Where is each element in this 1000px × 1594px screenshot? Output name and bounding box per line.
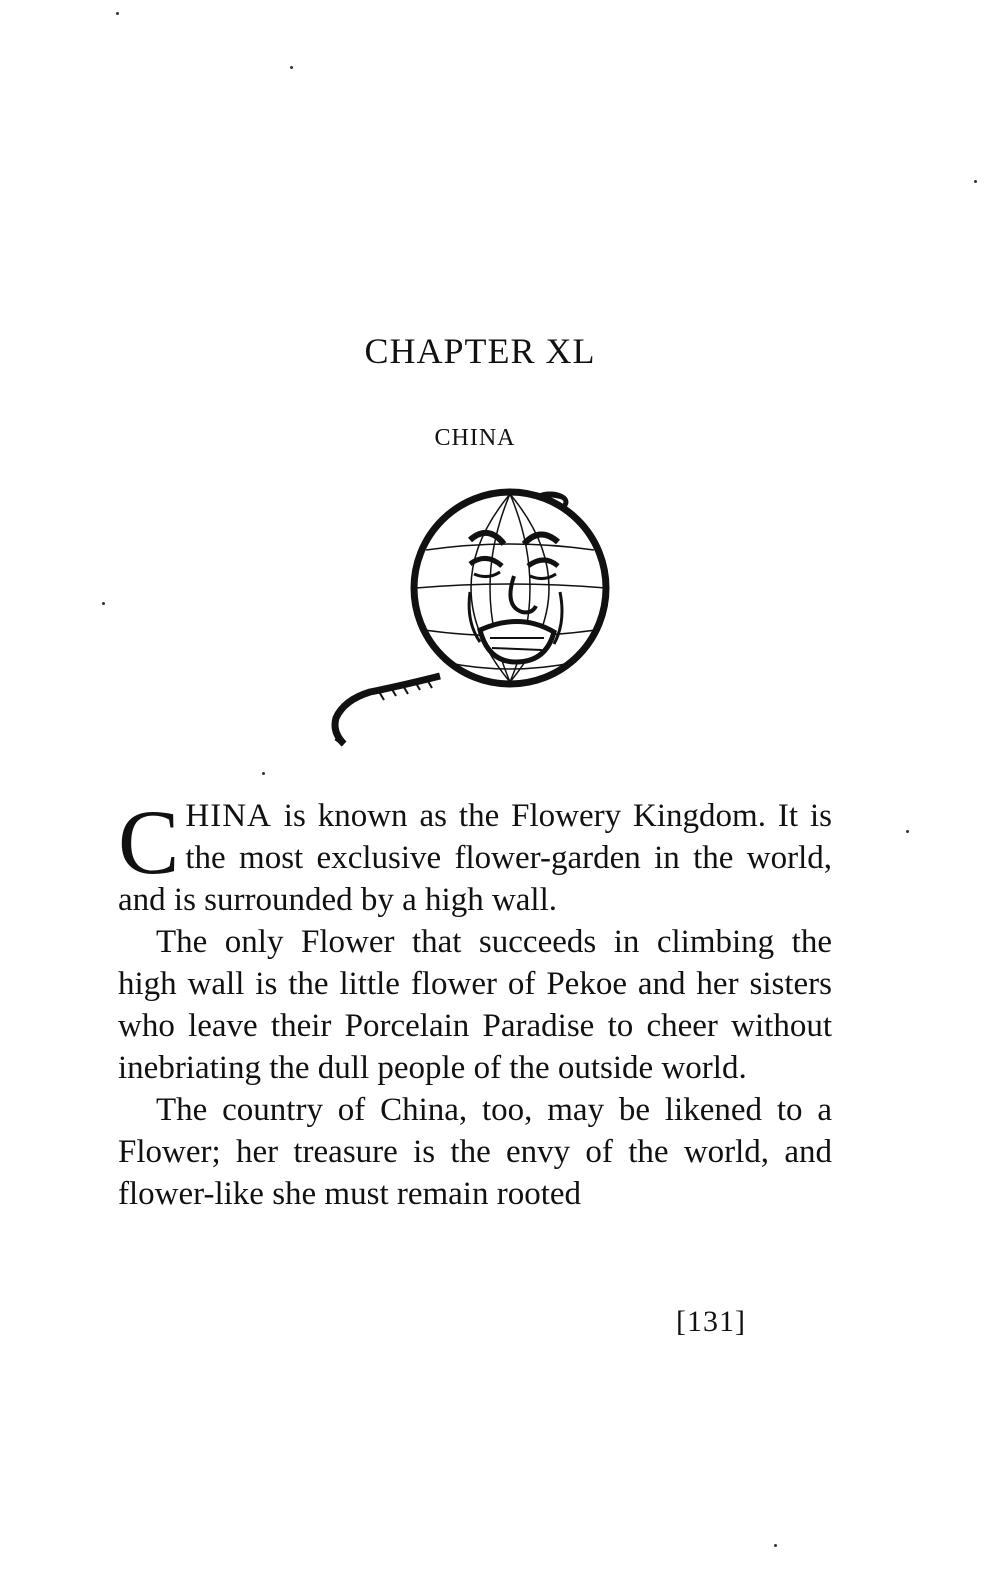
- paragraph-1-text: is known as the Flowery Kingdom. It is the most exclusive flower-garden in the world, and is surrounded by a high wall.: [118, 798, 832, 918]
- page-number: [131]: [676, 1305, 746, 1338]
- scan-speck: [774, 1544, 777, 1547]
- scan-speck: [116, 12, 119, 15]
- scan-speck: [102, 602, 105, 605]
- paragraph-2: The only Flower that succeeds in climbing the high wall is the little flower of Pekoe and her sisters who leave their Porcelain Paradise to cheer without inebriating the dull people of the outside world.: [118, 924, 832, 1086]
- chapter-subtitle: CHINA: [434, 425, 516, 451]
- scan-speck: [290, 66, 293, 69]
- scan-speck: [906, 830, 909, 833]
- globe-face-pendant-icon: [320, 480, 630, 760]
- paragraph-3: The country of China, too, may be likened to a Flower; her treasure is the envy of the world, and flower-like she must remain rooted: [118, 1092, 832, 1212]
- first-word-rest: HINA: [185, 798, 272, 834]
- chapter-body-text: [118, 791, 832, 1215]
- chapter-heading: CHAPTER XL: [364, 331, 596, 371]
- scan-speck: [262, 772, 265, 775]
- scan-speck: [974, 180, 977, 183]
- paragraph-1: [118, 791, 832, 921]
- drop-cap: C: [118, 791, 180, 893]
